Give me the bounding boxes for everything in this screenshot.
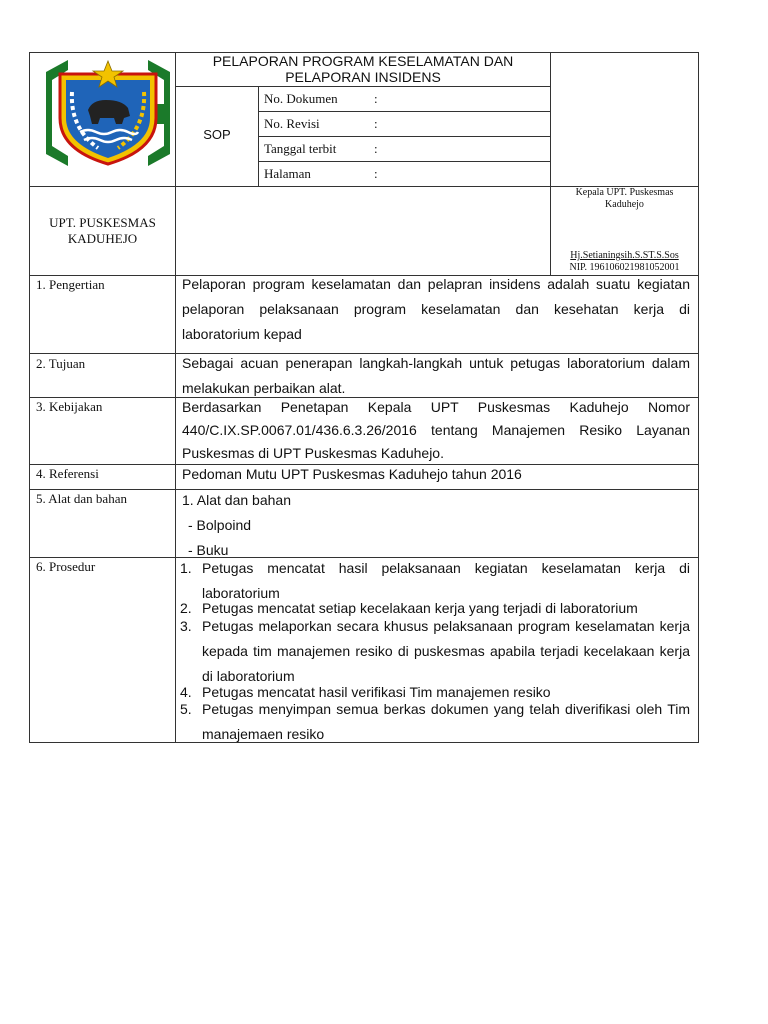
step-text: Petugas menyimpan semua berkas dokumen yang telah diverifikasi oleh Tim manajemaen resiko xyxy=(202,701,690,742)
signer-nip: NIP. 196106021981052001 xyxy=(569,262,680,273)
title-bottom xyxy=(175,86,551,87)
meta-label-halaman: Halaman xyxy=(264,166,311,181)
step-number: 1. xyxy=(180,560,192,576)
prosedur-step xyxy=(176,614,690,689)
alat-item: - Buku xyxy=(188,542,229,558)
meta-value-tanggal-terbit: : xyxy=(374,141,378,156)
title-line-2: PELAPORAN INSIDENS xyxy=(285,69,441,85)
signer-title-line-1: Kepala UPT. Puskesmas xyxy=(575,187,674,198)
referensi-text: Pedoman Mutu UPT Puskesmas Kaduhejo tahun 2016 xyxy=(182,466,522,482)
section-label-kebijakan: 3. Kebijakan xyxy=(36,399,103,414)
step-number: 4. xyxy=(180,684,192,700)
prosedur-step xyxy=(176,697,690,747)
tujuan-text: Sebagai acuan penerapan langkah-langkah untuk petugas laboratorium dalam melakukan perbaikan alat. xyxy=(182,355,690,396)
pengertian-text: Pelaporan program keselamatan dan pelapran insidens adalah suatu kegiatan pelaporan pelaksanaan program keselamatan dan kesehatan kerja di laboratorium kepad xyxy=(182,276,690,342)
kebijakan-text: Berdasarkan Penetapan Kepala UPT Puskesmas Kaduhejo Nomor 440/C.IX.SP.0067.01/436.6.3.26/2016 tentang Manajemen Resiko Layanan Puskesmas di UPT Puskesmas Kaduhejo. xyxy=(182,399,690,461)
regency-logo xyxy=(42,58,174,168)
step-text: Petugas mencatat hasil pelaksanaan kegiatan keselamatan kerja di laboratorium xyxy=(202,560,690,601)
alat-content xyxy=(182,488,291,563)
organization-line-2: KADUHEJO xyxy=(67,231,138,246)
signer-name: Hj.Setianingsih.S.ST.S.Sos xyxy=(570,250,679,261)
prosedur-step xyxy=(176,556,690,606)
meta-label-no-dokumen: No. Dokumen xyxy=(264,91,338,106)
document-title xyxy=(176,53,550,86)
step-number: 3. xyxy=(180,618,192,634)
signer-block xyxy=(551,187,698,211)
section-label-prosedur: 6. Prosedur xyxy=(36,559,96,574)
step-number: 5. xyxy=(180,701,192,717)
logo-emblem-icon xyxy=(42,58,174,168)
meta-line-3 xyxy=(258,161,551,162)
title-line-1: PELAPORAN PROGRAM KESELAMATAN DAN xyxy=(212,53,514,69)
sop-label: SOP xyxy=(203,127,231,142)
section-label-referensi: 4. Referensi xyxy=(36,466,99,481)
meta-label-tanggal-terbit: Tanggal terbit xyxy=(264,141,337,156)
meta-value-halaman: : xyxy=(374,166,378,181)
step-text: Petugas melaporkan secara khusus pelaksanaan program keselamatan kerja kepada tim manajemen resiko di puskesmas apabila terjadi kecelakaan kerja di laboratorium xyxy=(202,618,690,684)
organization-line-1: UPT. PUSKESMAS xyxy=(49,215,156,230)
meta-line-1 xyxy=(258,111,551,112)
meta-line-2 xyxy=(258,136,551,137)
step-number: 2. xyxy=(180,600,192,616)
section-label-tujuan: 2. Tujuan xyxy=(36,356,86,371)
step-text: Petugas mencatat hasil verifikasi Tim manajemen resiko xyxy=(202,684,551,700)
meta-value-no-dokumen: : xyxy=(374,91,378,106)
prosedur-list xyxy=(176,556,690,747)
meta-label-no-revisi: No. Revisi xyxy=(264,116,320,131)
meta-value-no-revisi: : xyxy=(374,116,378,131)
alat-item: - Bolpoind xyxy=(188,517,252,533)
section-label-pengertian: 1. Pengertian xyxy=(36,277,105,292)
row-line-5 xyxy=(29,489,699,490)
organization-name xyxy=(30,215,175,247)
section-label-alat: 5. Alat dan bahan xyxy=(36,491,127,506)
alat-heading: 1. Alat dan bahan xyxy=(182,492,291,508)
signer-title-line-2: Kaduhejo xyxy=(605,199,644,210)
step-text: Petugas mencatat setiap kecelakaan kerja yang terjadi di laboratorium xyxy=(202,600,638,616)
